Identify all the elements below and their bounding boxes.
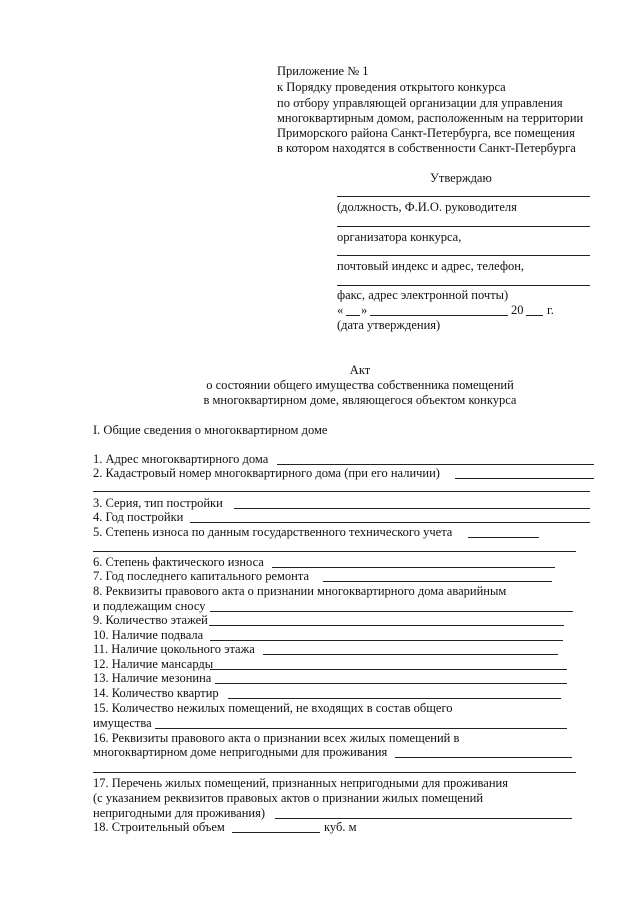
field-line-wear-official xyxy=(468,537,539,538)
field-label-unfit-act: 16. Реквизиты правового акта о признании всех жилых помещений в xyxy=(93,731,460,745)
field-line-series xyxy=(234,508,590,509)
field-line-last-repair xyxy=(323,581,552,582)
field-label-unfit-act-cont: многоквартирном доме непригодными для проживания xyxy=(93,745,388,759)
field-line-attic xyxy=(210,669,567,670)
field-label-nonresidential: 15. Количество нежилых помещений, не входящих в состав общего xyxy=(93,701,453,715)
field-label-apartments: 14. Количество квартир xyxy=(93,686,219,700)
appendix-line: многоквартирным домом, расположенным на территории xyxy=(277,111,584,125)
date-quote-open: « xyxy=(337,303,344,317)
field-line-unfit-act xyxy=(395,757,572,758)
appendix-line: Приморского района Санкт-Петербурга, все помещения xyxy=(277,126,575,140)
volume-unit: куб. м xyxy=(324,820,357,834)
field-line-volume xyxy=(232,832,320,833)
section-heading: I. Общие сведения о многоквартирном доме xyxy=(93,423,328,437)
field-label-attic: 12. Наличие мансарды xyxy=(93,657,214,671)
date-year-suffix: г. xyxy=(547,303,554,317)
field-line-unfit-list xyxy=(275,818,572,819)
field-label-plinth: 11. Наличие цокольного этажа xyxy=(93,642,255,656)
field-line-floors xyxy=(209,625,564,626)
date-day-field xyxy=(346,315,360,316)
appendix-line: к Порядку проведения открытого конкурса xyxy=(277,80,506,94)
approval-caption: почтовый индекс и адрес, телефон, xyxy=(337,259,525,273)
date-month-field xyxy=(370,315,508,316)
field-label-emergency-act-cont: и подлежащим сносу xyxy=(93,599,206,613)
field-label-unfit-list: 17. Перечень жилых помещений, признанных непригодными для проживания xyxy=(93,776,508,790)
field-label-volume: 18. Строительный объем xyxy=(93,820,225,834)
act-subtitle: в многоквартирном доме, являющегося объектом конкурса xyxy=(203,393,517,407)
field-label-address: 1. Адрес многоквартирного дома xyxy=(93,452,269,466)
signature-line xyxy=(337,196,590,197)
field-line-nonresidential xyxy=(155,728,567,729)
field-line-apartments xyxy=(228,698,561,699)
appendix-line: по отбору управляющей организации для управления xyxy=(277,96,563,110)
field-line-unfit-act-cont xyxy=(93,772,576,773)
date-year-field xyxy=(526,315,543,316)
act-subtitle: о состоянии общего имущества собственника помещений xyxy=(206,378,514,392)
approval-caption: (должность, Ф.И.О. руководителя xyxy=(337,200,517,214)
field-line-cadastral-cont xyxy=(93,491,590,492)
date-quote-close: » xyxy=(361,303,368,317)
field-label-basement: 10. Наличие подвала xyxy=(93,628,204,642)
blank-line xyxy=(337,226,590,227)
field-line-wear-actual xyxy=(272,567,555,568)
date-caption: (дата утверждения) xyxy=(337,318,441,332)
field-line-emergency-act xyxy=(210,611,573,612)
field-line-wear-official-cont xyxy=(93,551,576,552)
act-title: Акт xyxy=(349,363,371,377)
approval-caption: факс, адрес электронной почты) xyxy=(337,288,509,302)
field-line-build-year xyxy=(190,522,590,523)
field-label-build-year: 4. Год постройки xyxy=(93,510,184,524)
field-label-cadastral: 2. Кадастровый номер многоквартирного дома (при его наличии) xyxy=(93,466,440,480)
field-line-cadastral xyxy=(455,478,594,479)
field-label-wear-actual: 6. Степень фактического износа xyxy=(93,555,264,569)
field-line-basement xyxy=(210,640,563,641)
field-line-mezzanine xyxy=(215,683,567,684)
field-label-unfit-list-cont: непригодными для проживания) xyxy=(93,806,265,820)
field-label-floors: 9. Количество этажей xyxy=(93,613,208,627)
blank-line xyxy=(337,285,590,286)
appendix-title: Приложение № 1 xyxy=(277,64,369,78)
field-label-series: 3. Серия, тип постройки xyxy=(93,496,223,510)
field-label-unfit-list-cont: (с указанием реквизитов правовых актов о признании жилых помещений xyxy=(93,791,484,805)
blank-line xyxy=(337,255,590,256)
field-line-plinth xyxy=(263,654,558,655)
field-label-nonresidential-cont: имущества xyxy=(93,716,152,730)
approval-title: Утверждаю xyxy=(430,171,492,185)
field-label-wear-official: 5. Степень износа по данным государственного технического учета xyxy=(93,525,453,539)
field-label-last-repair: 7. Год последнего капитального ремонта xyxy=(93,569,310,583)
date-year-prefix: 20 xyxy=(511,303,524,317)
approval-caption: организатора конкурса, xyxy=(337,230,462,244)
field-line-address xyxy=(277,464,594,465)
appendix-line: в котором находятся в собственности Санкт-Петербурга xyxy=(277,141,576,155)
field-label-mezzanine: 13. Наличие мезонина xyxy=(93,671,212,685)
field-label-emergency-act: 8. Реквизиты правового акта о признании многоквартирного дома аварийным xyxy=(93,584,507,598)
